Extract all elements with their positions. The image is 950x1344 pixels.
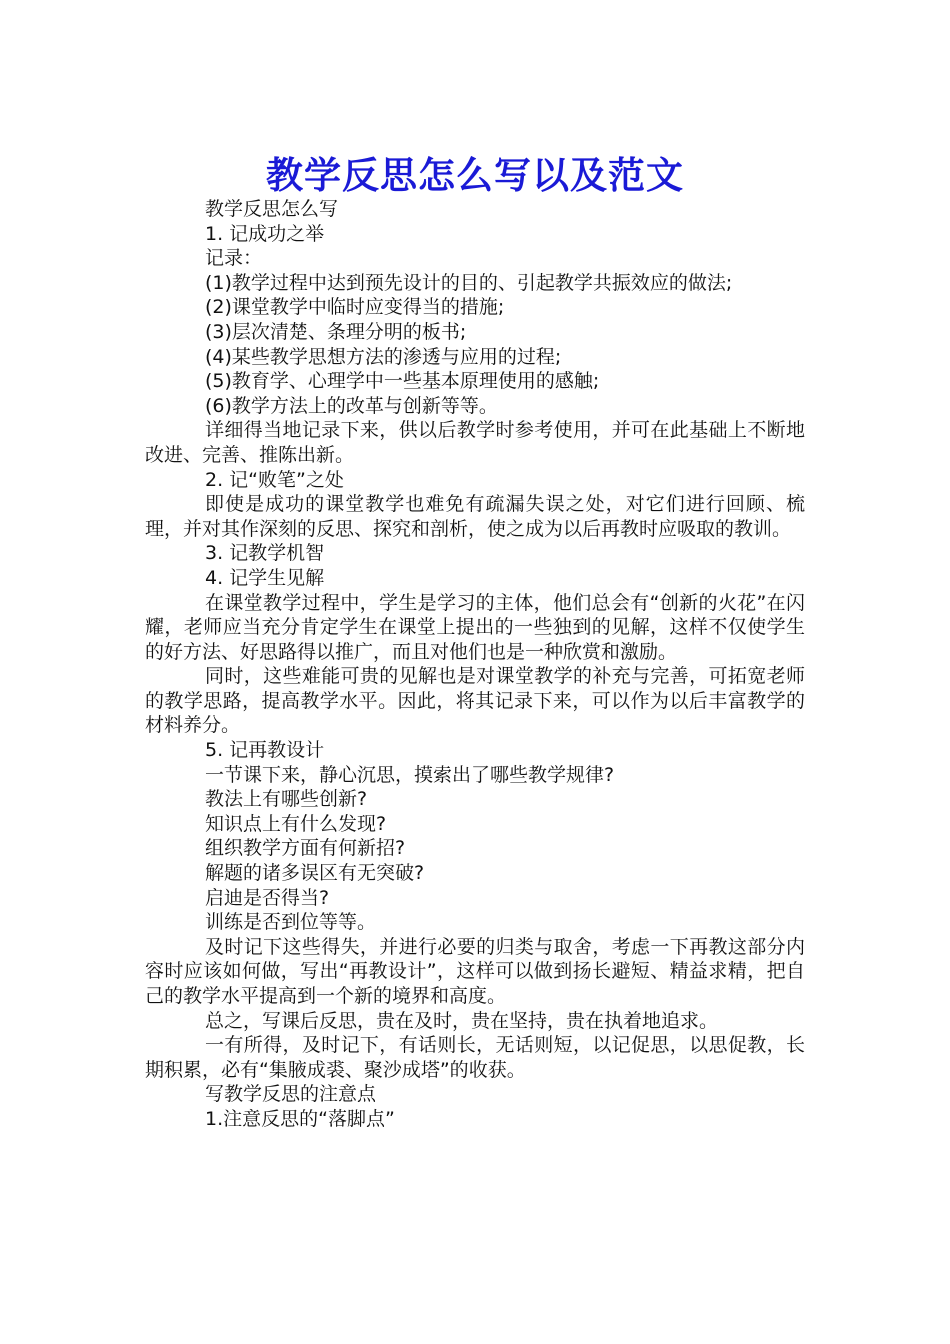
list-item: (4)某些教学思想方法的渗透与应用的过程; bbox=[205, 345, 562, 368]
paragraph: 总之，写课后反思，贵在及时，贵在坚持，贵在执着地追求。 bbox=[205, 1009, 719, 1032]
paragraph: 训练是否到位等等。 bbox=[205, 911, 377, 934]
list-item: (1)教学过程中达到预先设计的目的、引起教学共振效应的做法; bbox=[205, 271, 733, 294]
list-item: (2)课堂教学中临时应变得当的措施; bbox=[205, 296, 505, 319]
subsection-heading: 2. 记“败笔”之处 bbox=[205, 468, 344, 491]
list-item: (3)层次清楚、条理分明的板书; bbox=[205, 320, 467, 343]
paragraph: 在课堂教学过程中，学生是学习的主体，他们总会有“创新的火花”在闪耀，老师应当充分肯定学生在课堂上提出的一些独到的见解，这样不仅使学生的好方法、好思路得以推广，而且对他们也是一种欣赏和激励。 bbox=[145, 591, 805, 663]
paragraph: 启迪是否得当? bbox=[205, 886, 330, 909]
paragraph: 及时记下这些得失，并进行必要的归类与取舍，考虑一下再教这部分内容时应该如何做，写出“再教设计”，这样可以做到扬长避短、精益求精，把自己的教学水平提高到一个新的境界和高度。 bbox=[145, 935, 805, 1007]
paragraph: 详细得当地记录下来，供以后教学时参考使用，并可在此基础上不断地改进、完善、推陈出新。 bbox=[145, 419, 805, 466]
paragraph: 教法上有哪些创新? bbox=[205, 788, 368, 811]
paragraph: 组织教学方面有何新招? bbox=[205, 837, 406, 860]
subsection-heading: 1.注意反思的“落脚点” bbox=[205, 1107, 395, 1130]
section-heading: 教学反思怎么写 bbox=[205, 198, 339, 220]
subsection-heading: 5. 记再教设计 bbox=[205, 739, 325, 762]
paragraph: 一有所得，及时记下，有话则长，无话则短，以记促思，以思促教，长期积累，必有“集腋成裘、聚沙成塔”的收获。 bbox=[145, 1034, 805, 1081]
document-title: 教学反思怎么写以及范文 bbox=[266, 152, 684, 197]
subsection-heading: 1. 记成功之举 bbox=[205, 222, 325, 245]
paragraph: 即使是成功的课堂教学也难免有疏漏失误之处，对它们进行回顾、梳理，并对其作深刻的反思、探究和剖析，使之成为以后再教时应吸取的教训。 bbox=[145, 493, 805, 540]
paragraph: 一节课下来，静心沉思，摸索出了哪些教学规律? bbox=[205, 763, 615, 786]
paragraph: 解题的诸多误区有无突破? bbox=[205, 862, 425, 885]
document-body bbox=[145, 197, 805, 1132]
subsection-heading: 4. 记学生见解 bbox=[205, 566, 325, 589]
section-heading: 写教学反思的注意点 bbox=[205, 1083, 377, 1106]
paragraph: 记录： bbox=[205, 247, 263, 270]
paragraph: 知识点上有什么发现? bbox=[205, 812, 387, 835]
list-item: (5)教育学、心理学中一些基本原理使用的感触; bbox=[205, 370, 600, 393]
paragraph: 同时，这些难能可贵的见解也是对课堂教学的补充与完善，可拓宽老师的教学思路，提高教学水平。因此，将其记录下来，可以作为以后丰富教学的材料养分。 bbox=[145, 665, 805, 737]
subsection-heading: 3. 记教学机智 bbox=[205, 542, 325, 565]
list-item: (6)教学方法上的改革与创新等等。 bbox=[205, 394, 498, 417]
